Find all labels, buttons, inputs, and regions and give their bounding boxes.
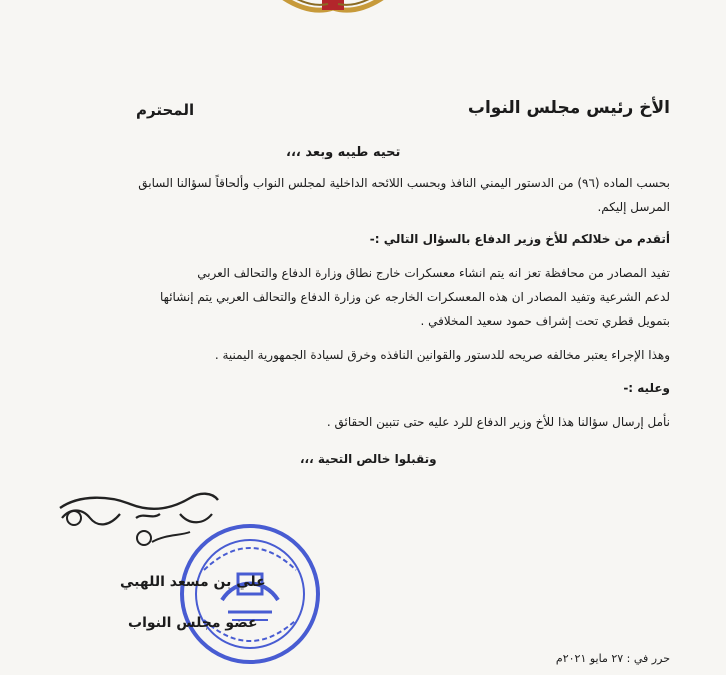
body-line-2: لدعم الشرعية وتفيد المصادر ان هذه المعسكرات الخارجه عن وزارة الدفاع والتحالف العربي يتم إنشائها <box>160 290 670 304</box>
therefore-label: وعليه :- <box>623 381 670 395</box>
body-line-3: بتمويل قطري تحت إشراف حمود سعيد المخلافي . <box>420 314 670 328</box>
signatory-name: علي بن مسعد اللهبي <box>120 574 266 590</box>
greeting: تحيه طيبه وبعد ،،، <box>286 145 401 160</box>
recipient-line: الأخ رئيس مجلس النواب <box>467 98 670 118</box>
request-line: نأمل إرسال سؤالنا هذا للأخ وزير الدفاع للرد عليه حتى تتبين الحقائق . <box>326 415 670 429</box>
closing-line: وتقبلوا خالص التحية ،،، <box>300 452 437 466</box>
signatory-title: عضو مجلس النواب <box>128 615 258 631</box>
violation-statement: وهذا الإجراء يعتبر مخالفه صريحه للدستور والقوانين النافذه وخرق لسيادة الجمهورية اليمنية . <box>214 348 670 362</box>
yemen-emblem-icon <box>268 0 398 16</box>
official-stamp-icon <box>176 520 324 668</box>
date-line: حرر في : ٢٧ مايو ٢٠٢١م <box>555 652 670 665</box>
question-heading: أتقدم من خلالكم للأخ وزير الدفاع بالسؤال التالي :- <box>369 232 670 246</box>
intro-line-2: المرسل إليكم. <box>597 200 670 214</box>
honorific: المحترم <box>136 101 195 119</box>
body-line-1: تفيد المصادر من محافظة تعز انه يتم انشاء معسكرات خارج نطاق وزارة الدفاع والتحالف العربي <box>197 266 670 280</box>
intro-line-1: بحسب الماده (٩٦) من الدستور اليمني النافذ وبحسب اللائحه الداخلية لمجلس النواب وألحاقاً لسؤالنا السابق <box>138 176 670 190</box>
